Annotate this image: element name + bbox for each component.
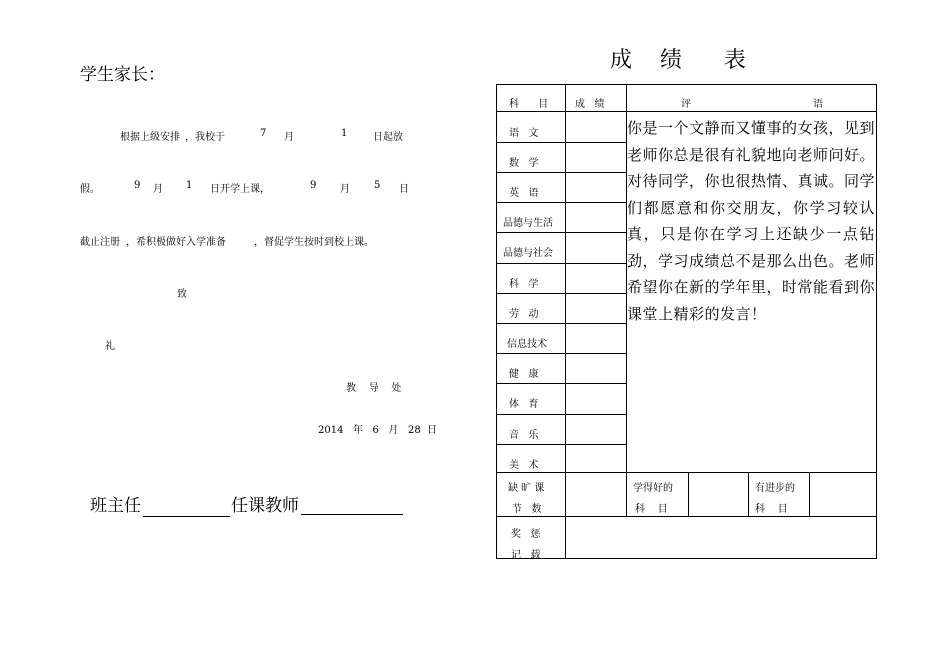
letter-zhi: 致 <box>177 289 187 300</box>
progress-subject-label-2: 科 目 <box>755 504 788 515</box>
subject-cell: 数 学 <box>509 158 539 169</box>
letter-line2-text: 日开学上课， <box>210 184 270 195</box>
letter-line2-d2-unit: 日 <box>399 184 409 195</box>
letter-line2-m1-unit: 月 <box>153 184 163 195</box>
letter-li: 礼 <box>105 341 115 352</box>
letter-date: 2014 年 6 月 28 日 <box>318 425 438 436</box>
progress-subject-label-1: 有进步的 <box>755 483 795 494</box>
letter-line3-a: 截止注册 <box>80 237 120 248</box>
letter-line2-d2: 5 <box>374 180 381 191</box>
letter-line2-m1: 9 <box>134 180 141 191</box>
header-subject: 科 目 <box>509 99 549 110</box>
letter-line1-b: ，我校于 <box>185 132 225 143</box>
subject-cell: 科 学 <box>509 279 539 290</box>
subject-cell: 劳 动 <box>509 309 539 320</box>
head-teacher-label: 班主任 <box>90 496 141 516</box>
subject-cell: 音 乐 <box>509 430 539 441</box>
reward-label-2: 记 载 <box>511 550 541 561</box>
subject-cell: 健 康 <box>509 369 539 380</box>
subject-cell: 品德与社会 <box>503 248 553 259</box>
letter-line1-month: 7 <box>260 128 267 139</box>
header-comment-left: 评 <box>681 99 691 110</box>
letter-salutation: 学生家长： <box>80 65 165 85</box>
letter-line2-d1: 1 <box>186 180 193 191</box>
subject-cell: 品德与生活 <box>503 218 553 229</box>
subject-cell: 语 文 <box>509 128 539 139</box>
header-comment-right: 语 <box>813 99 823 110</box>
subject-teacher-label: 任课教师 <box>231 496 299 516</box>
head-teacher-signature-line <box>143 516 230 517</box>
subject-cell: 英 语 <box>509 188 539 199</box>
letter-line3-c: ，督促学生按时到校上课。 <box>254 237 374 248</box>
subject-cell: 体 育 <box>509 399 539 410</box>
subject-cell: 美 术 <box>509 460 539 471</box>
letter-line1-month-unit: 月 <box>284 132 294 143</box>
letter-line2-m2: 9 <box>310 180 317 191</box>
subject-teacher-signature-line <box>301 514 403 515</box>
report-table <box>496 84 877 559</box>
header-score: 成 绩 <box>575 99 605 110</box>
good-subject-label-1: 学得好的 <box>633 483 673 494</box>
letter-sender: 教 导 处 <box>346 383 402 394</box>
letter-line1-a: 根据上级安排 <box>120 132 180 143</box>
letter-line1-day: 1 <box>341 128 348 139</box>
reward-label-1: 奖 惩 <box>511 529 541 540</box>
subject-cell: 信息技术 <box>507 339 547 350</box>
absence-label-2: 节 数 <box>512 504 542 515</box>
letter-line2-m2-unit: 月 <box>340 184 350 195</box>
letter-line3-b: ，希积极做好入学准备 <box>126 237 226 248</box>
absence-label-1: 缺 旷 课 <box>508 483 545 494</box>
letter-line2-head: 假。 <box>80 184 100 195</box>
report-title: 成 绩 表 <box>610 48 746 73</box>
teacher-comment: 你是一个文静而又懂事的女孩，见到老师你总是很有礼貌地向老师问好。对待同学，你也很热情、真诚。同学们都愿意和你交朋友，你学习较认真，只是你在学习上还缺少一点钻劲，学习成绩总不是那么出色。老师希望你在新的学年里，时常能看到你课堂上精彩的发言！ <box>627 119 876 323</box>
letter-line1-tail: 日起放 <box>373 132 403 143</box>
good-subject-label-2: 科 目 <box>635 504 668 515</box>
